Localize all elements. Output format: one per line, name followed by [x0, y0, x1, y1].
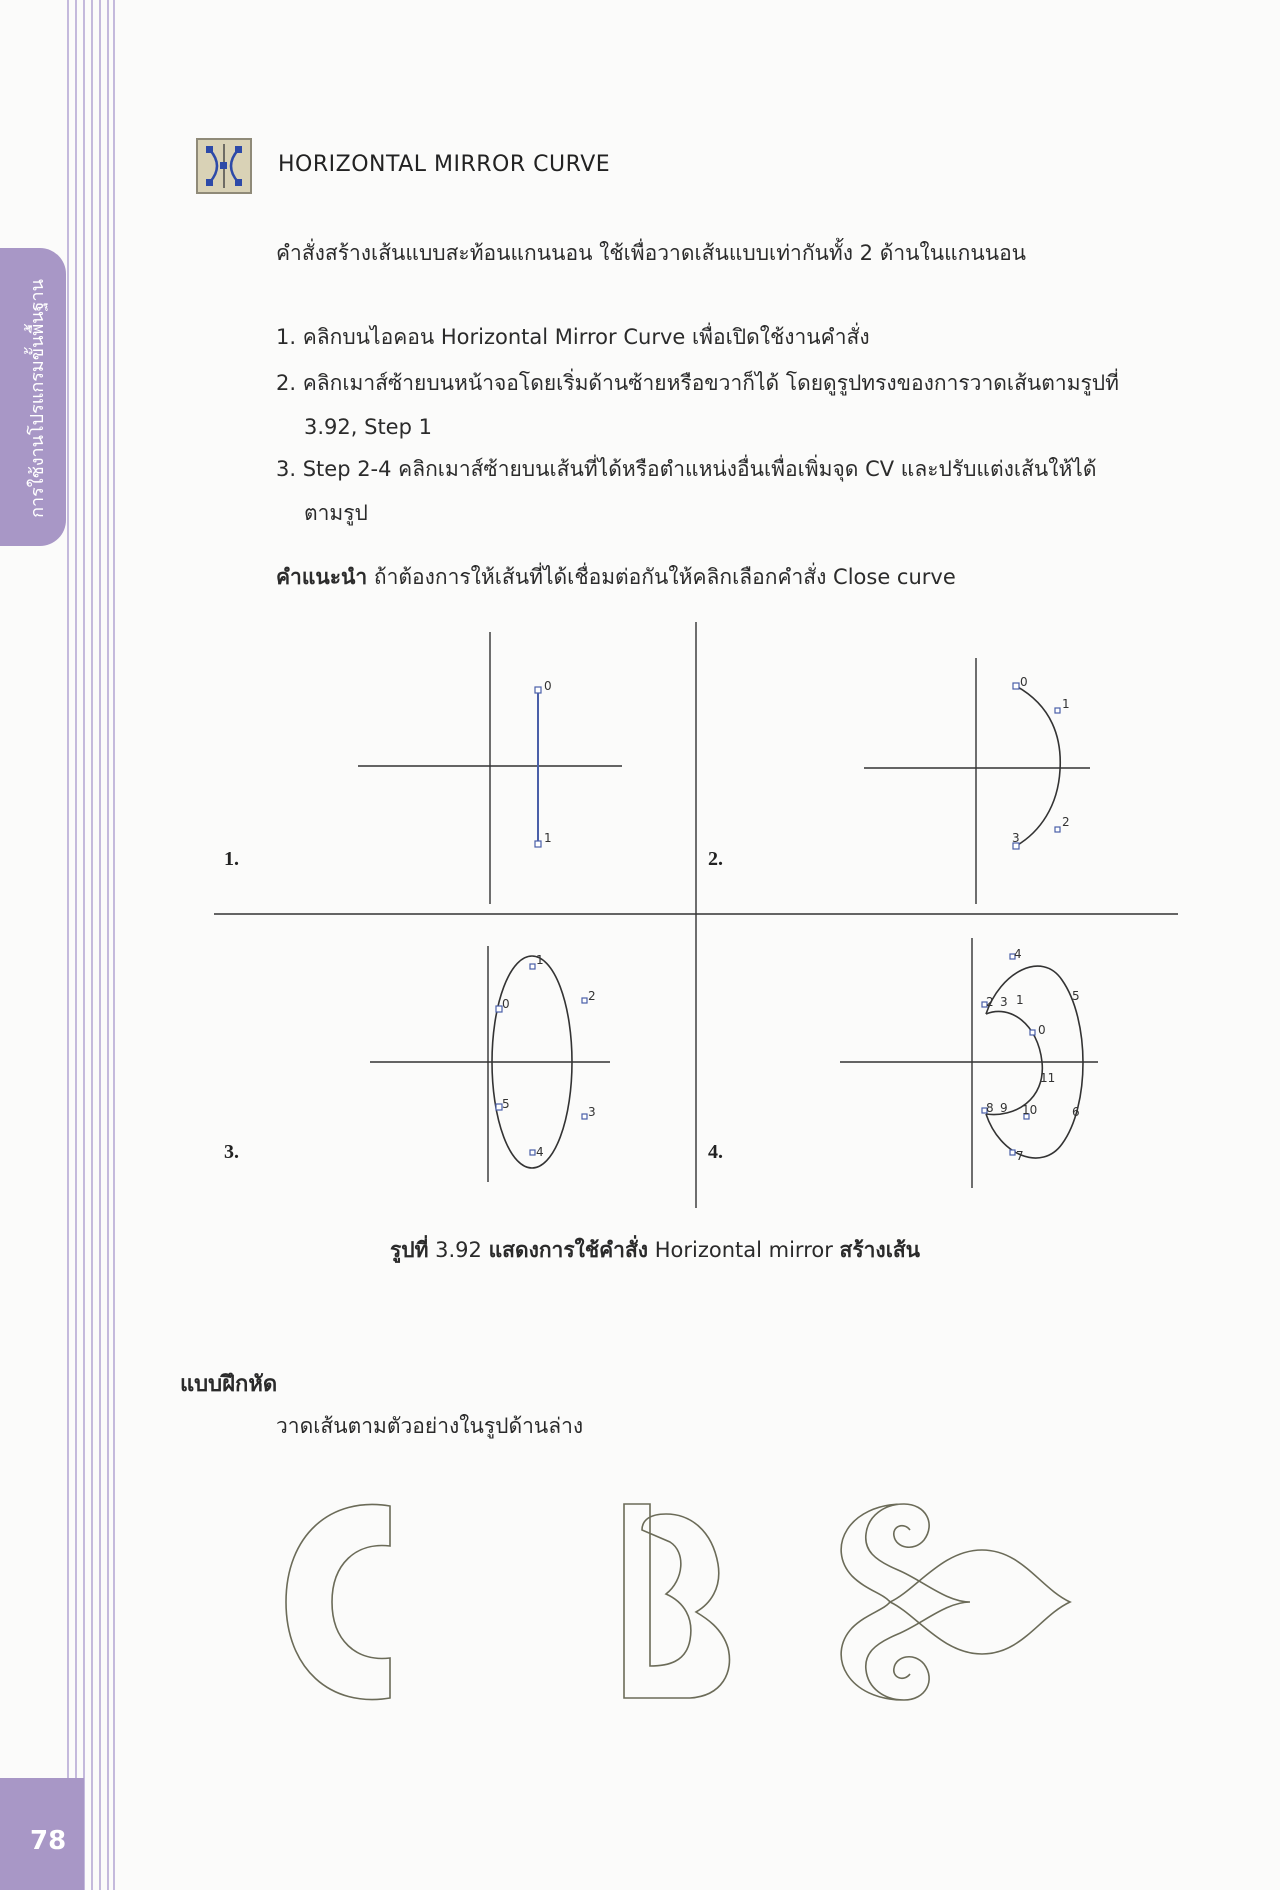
panel-1-point-0: 0	[544, 679, 552, 693]
panel-4-point-2: 2	[986, 995, 994, 1009]
panel-2-point-3: 3	[1012, 831, 1020, 845]
panel-2-point-1: 1	[1062, 697, 1070, 711]
panel-2-drawing	[1013, 683, 1060, 849]
panel-4-point-11: 11	[1040, 1071, 1056, 1085]
panel-1-point-1: 1	[544, 831, 552, 845]
caption-number: 3.92	[435, 1238, 482, 1262]
panel-1-label: 1.	[224, 848, 239, 870]
step-2: 2. คลิกเมาส์ซ้ายบนหน้าจอโดยเริ่มด้านซ้ายหรือขวาก็ได้ โดยดูรูปทรงของการวาดเส้นตามรูปที่	[276, 371, 1119, 395]
chapter-tab-label: การใช้งานโปรแกรมขั้นพื้นฐาน	[26, 278, 48, 518]
panel-4-point-0: 0	[1038, 1023, 1046, 1037]
step-1: 1. คลิกบนไอคอน Horizontal Mirror Curve เพื่อเปิดใช้งานคำสั่ง	[276, 325, 870, 349]
panel-4-point-6: 6	[1072, 1105, 1080, 1119]
shape-b	[624, 1504, 729, 1698]
step-3: 3. Step 2-4 คลิกเมาส์ซ้ายบนเส้นที่ได้หรือตำแหน่งอื่นเพื่อเพิ่มจุด CV และปรับแต่งเส้นให้ได้	[276, 457, 1097, 481]
section-description: คำสั่งสร้างเส้นแบบสะท้อนแกนนอน ใช้เพื่อวาดเส้นแบบเท่ากันทั้ง 2 ด้านในแกนนอน	[276, 241, 1027, 265]
panel-3-point-5: 5	[502, 1097, 510, 1111]
exercise-title: แบบฝึกหัด	[180, 1372, 278, 1397]
panel-2-point-0: 0	[1020, 675, 1028, 689]
panel-1-drawing	[535, 687, 541, 847]
exercise-text: วาดเส้นตามตัวอย่างในรูปด้านล่าง	[276, 1414, 584, 1438]
panel-4-point-4: 4	[1014, 947, 1022, 961]
panel-3-point-1: 1	[536, 953, 544, 967]
tip-label: คำแนะนำ	[276, 565, 368, 589]
caption-prefix: รูปที่	[390, 1238, 429, 1262]
shape-ornament	[841, 1504, 1070, 1700]
figure-caption	[390, 1234, 920, 1267]
panel-4-point-1: 1	[1016, 993, 1024, 1007]
panel-2-label: 2.	[708, 848, 723, 870]
step-3-continued: ตามรูป	[304, 501, 368, 525]
caption-command: Horizontal mirror	[654, 1238, 833, 1262]
caption-suffix: สร้างเส้น	[839, 1238, 921, 1262]
panel-3-label: 3.	[224, 1141, 239, 1163]
caption-middle: แสดงการใช้คำสั่ง	[488, 1238, 649, 1262]
panel-4-drawing	[982, 954, 1083, 1158]
panel-3-point-0: 0	[502, 997, 510, 1011]
tip	[276, 562, 956, 592]
page-number: 78	[30, 1826, 67, 1856]
panel-4-point-7: 7	[1016, 1149, 1024, 1163]
panel-4-label: 4.	[708, 1141, 723, 1163]
panel-4-point-8: 8	[986, 1101, 994, 1115]
panel-4-point-10: 10	[1022, 1103, 1038, 1117]
step-2-continued: 3.92, Step 1	[304, 415, 432, 439]
panel-4-point-9: 9	[1000, 1101, 1008, 1115]
panel-4-point-3: 3	[1000, 995, 1008, 1009]
figure-3-92	[210, 620, 1180, 1216]
horizontal-mirror-curve-icon	[196, 138, 252, 194]
exercise-shapes	[270, 1490, 1130, 1710]
shape-c	[286, 1504, 390, 1699]
panel-4-point-5: 5	[1072, 989, 1080, 1003]
chapter-tab-label-box	[16, 268, 56, 528]
panel-3-point-3: 3	[588, 1105, 596, 1119]
tip-text: ถ้าต้องการให้เส้นที่ได้เชื่อมต่อกันให้คลิกเลือกคำสั่ง Close curve	[373, 565, 956, 589]
panel-2-point-2: 2	[1062, 815, 1070, 829]
section-heading: HORIZONTAL MIRROR CURVE	[278, 152, 611, 177]
panel-3-point-4: 4	[536, 1145, 544, 1159]
panel-3-point-2: 2	[588, 989, 596, 1003]
